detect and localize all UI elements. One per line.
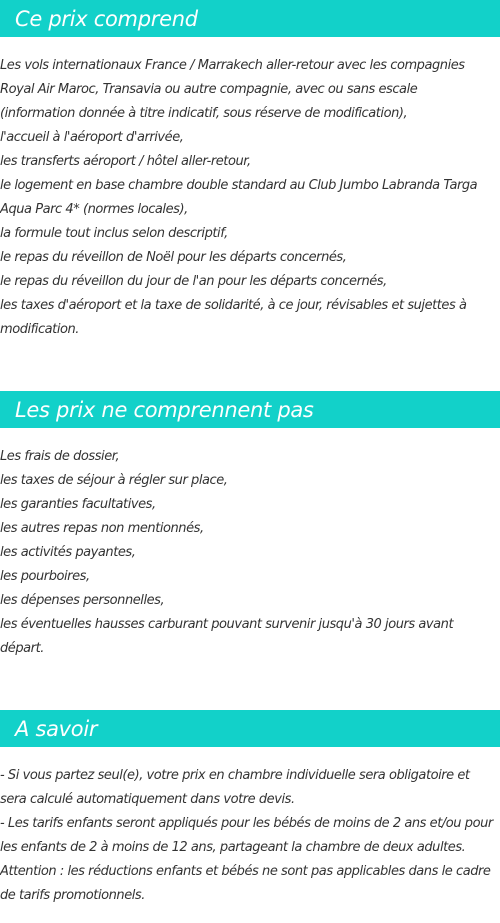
list-item: les activités payantes, xyxy=(0,545,136,560)
list-item: - Si vous partez seul(e), votre prix en chambre individuelle sera obligatoire et xyxy=(0,768,470,783)
list-item: (information donnée à titre indicatif, sous réserve de modification), xyxy=(0,106,408,121)
good-to-know-list xyxy=(0,764,500,908)
list-item: les autres repas non mentionnés, xyxy=(0,521,204,536)
section-header xyxy=(0,391,500,428)
section-not-included xyxy=(0,391,500,661)
list-item: l'accueil à l'aéroport d'arrivée, xyxy=(0,130,184,145)
list-item: Les frais de dossier, xyxy=(0,449,120,464)
included-list xyxy=(0,54,500,342)
section-title: A savoir xyxy=(15,716,98,741)
not-included-list xyxy=(0,445,500,661)
section-included xyxy=(0,0,500,342)
list-item: le repas du réveillon de Noël pour les départs concernés, xyxy=(0,250,347,265)
list-item: Royal Air Maroc, Transavia ou autre compagnie, avec ou sans escale xyxy=(0,82,418,97)
section-header xyxy=(0,0,500,37)
list-item: modification. xyxy=(0,322,79,337)
section-good-to-know xyxy=(0,710,500,908)
list-item: les enfants de 2 à moins de 12 ans, partageant la chambre de deux adultes. xyxy=(0,840,466,855)
section-title: Ce prix comprend xyxy=(15,6,198,31)
list-item: le repas du réveillon du jour de l'an pour les départs concernés, xyxy=(0,274,387,289)
list-item: les pourboires, xyxy=(0,569,90,584)
list-item: les éventuelles hausses carburant pouvant survenir jusqu'à 30 jours avant xyxy=(0,617,454,632)
list-item: Les vols internationaux France / Marrakech aller-retour avec les compagnies xyxy=(0,58,465,73)
list-item: les taxes de séjour à régler sur place, xyxy=(0,473,228,488)
list-item: sera calculé automatiquement dans votre devis. xyxy=(0,792,295,807)
list-item: les transferts aéroport / hôtel aller-retour, xyxy=(0,154,251,169)
section-header xyxy=(0,710,500,747)
list-item: départ. xyxy=(0,641,44,656)
list-item: de tarifs promotionnels. xyxy=(0,888,145,903)
list-item: Attention : les réductions enfants et bébés ne sont pas applicables dans le cadre xyxy=(0,864,491,879)
list-item: Aqua Parc 4* (normes locales), xyxy=(0,202,188,217)
list-item: le logement en base chambre double standard au Club Jumbo Labranda Targa xyxy=(0,178,478,193)
list-item: les dépenses personnelles, xyxy=(0,593,165,608)
list-item: les garanties facultatives, xyxy=(0,497,156,512)
list-item: - Les tarifs enfants seront appliqués pour les bébés de moins de 2 ans et/ou pour xyxy=(0,816,493,831)
section-title: Les prix ne comprennent pas xyxy=(15,397,314,422)
list-item: la formule tout inclus selon descriptif, xyxy=(0,226,228,241)
list-item: les taxes d'aéroport et la taxe de solidarité, à ce jour, révisables et sujettes à xyxy=(0,298,467,313)
